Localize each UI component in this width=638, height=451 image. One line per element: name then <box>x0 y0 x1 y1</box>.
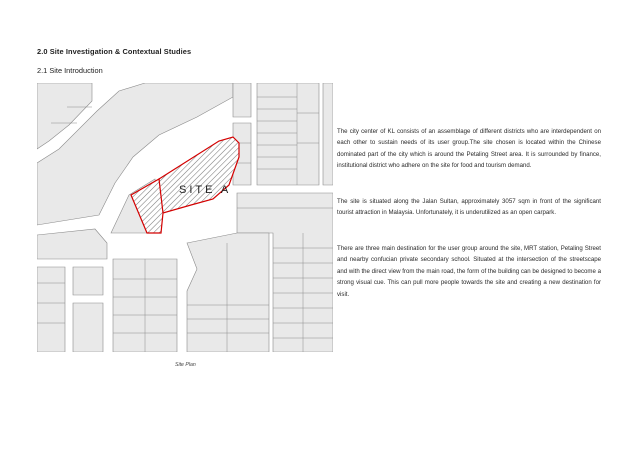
section-title: 2.0 Site Investigation & Contextual Studies <box>37 47 192 56</box>
intro-paragraph-2: The site is situated along the Jalan Sultan, approximately 3057 sqm in front of the significant tourist attraction in Malaysia. Unfortunately, it is underutilized as an open carpark. <box>337 198 601 217</box>
section-subtitle: 2.1 Site Introduction <box>37 66 103 75</box>
block <box>187 233 269 352</box>
block <box>233 83 251 117</box>
block <box>73 267 103 295</box>
site-a-label: SITE A <box>179 184 232 196</box>
intro-paragraph-3: There are three main destination for the user group around the site, MRT station, Petaling Street and nearby confucian private secondary school. Situated at the intersection of the streetscape and with the direct view from the main road, the form of the building can be designed to become a strong visual cue. This can pull more people towards the site and creating a new destination for visit. <box>337 245 601 298</box>
block <box>73 303 103 352</box>
intro-paragraph-1: The city center of KL consists of an assemblage of different districts who are interdependent on each other to sustain needs of its user group.The site chosen is located within the Chinese dominated part of the city which is around the Petaling Street area. It is surrounded by finance, institutional district who adhere on the site for food and tourism demand. <box>337 128 601 170</box>
block <box>323 83 333 185</box>
block <box>257 83 319 185</box>
block <box>37 267 65 352</box>
site-plan-map <box>37 83 333 352</box>
map-caption: Site Plan <box>175 362 196 368</box>
